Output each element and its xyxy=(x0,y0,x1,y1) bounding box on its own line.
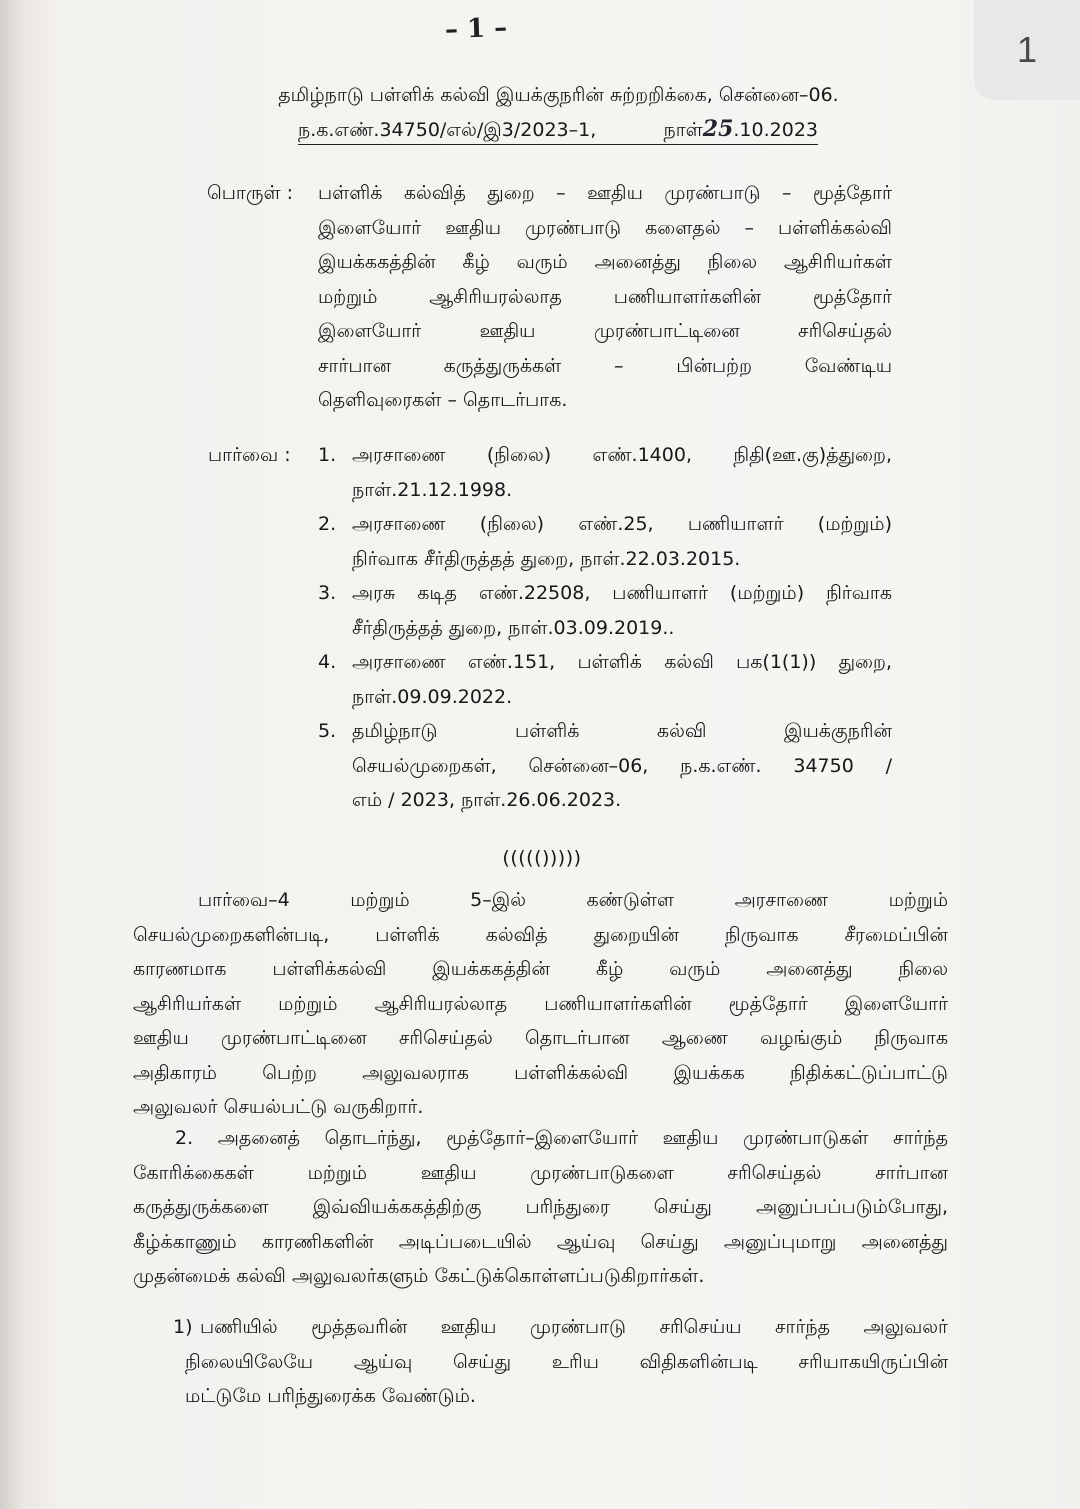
paragraph-line: கருத்துருக்களை இவ்வியக்ககத்திற்கு பரிந்துரை செய்து அனுப்பப்படும்போது, xyxy=(133,1196,948,1218)
reference-item-line: செயல்முறைகள், சென்னை–06, ந.க.எண். 34750 / xyxy=(352,754,892,777)
paragraph-line: 2. அதனைத் தொடர்ந்து, மூத்தோர்–இளையோர் ஊதிய முரண்பாடுகள் சார்ந்த xyxy=(175,1127,948,1149)
paragraph-1 xyxy=(133,883,948,1125)
reference-item-line: தமிழ்நாடு பள்ளிக் கல்வி இயக்குநரின் xyxy=(352,720,892,742)
reference-item-number: 3. xyxy=(318,582,337,604)
references-label: பார்வை : xyxy=(208,444,291,466)
paragraph-line: கீழ்க்காணும் காரணிகளின் அடிப்படையில் ஆய்வு செய்து அனுப்புமாறு அனைத்து xyxy=(133,1230,948,1253)
reference-item xyxy=(318,576,892,645)
point-line: பணியில் மூத்தவரின் ஊதிய முரண்பாடு சரிசெய்ய சார்ந்த அலுவலர் xyxy=(200,1316,948,1338)
date-rest: .10.2023 xyxy=(733,119,818,141)
paragraph-line: செயல்முறைகளின்படி, பள்ளிக் கல்வித் துறையின் நிருவாக சீரமைப்பின் xyxy=(133,923,948,946)
reference-item xyxy=(318,714,892,818)
handwritten-day: 25 xyxy=(702,116,734,142)
paragraph-line: ஊதிய முரண்பாட்டினை சரிசெய்தல் தொடர்பான ஆணை வழங்கும் நிருவாக xyxy=(133,1027,948,1049)
point-line: நிலையிலேயே ஆய்வு செய்து உரிய விதிகளின்படி சரியாகயிருப்பின் xyxy=(185,1350,948,1373)
subject-line: இயக்ககத்தின் கீழ் வரும் அனைத்து நிலை ஆசிரியர்கள் xyxy=(318,251,892,273)
reference-item-line: அரசாணை எண்.151, பள்ளிக் கல்வி பக(1(1)) துறை, xyxy=(352,651,892,673)
circular-title: தமிழ்நாடு பள்ளிக் கல்வி இயக்குநரின் சுற்றறிக்கை, சென்னை–06. xyxy=(278,84,839,106)
reference-item xyxy=(318,645,892,714)
circular-date xyxy=(664,114,819,145)
subject-line: இளையோர் ஊதிய முரண்பாடு களைதல் – பள்ளிக்கல்வி xyxy=(318,216,892,239)
reference-number-line xyxy=(298,115,818,145)
subject-line: பள்ளிக் கல்வித் துறை – ஊதிய முரண்பாடு – மூத்தோர் xyxy=(318,182,892,204)
paragraph-line: காரணமாக பள்ளிக்கல்வி இயக்ககத்தின் கீழ் வரும் அனைத்து நிலை xyxy=(133,958,948,980)
subject-line: சார்பான கருத்துருக்கள் – பின்பற்ற வேண்டிய xyxy=(318,354,892,377)
reference-item xyxy=(318,438,892,507)
subject-line: தெளிவுரைகள் – தொடர்பாக. xyxy=(318,389,568,411)
subject-line: மற்றும் ஆசிரியரல்லாத பணியாளர்களின் மூத்தோர் xyxy=(318,285,892,308)
subject-line: இளையோர் ஊதிய முரண்பாட்டினை சரிசெய்தல் xyxy=(318,320,892,342)
reference-item-line: நாள்.09.09.2022. xyxy=(352,685,513,708)
subject-label: பொருள் : xyxy=(207,182,294,204)
reference-item-line: சீர்திருத்தத் துறை, நாள்.03.09.2019.. xyxy=(352,616,675,639)
section-separator: ((((())))) xyxy=(502,847,582,869)
reference-item-number: 4. xyxy=(318,651,337,673)
reference-item xyxy=(318,507,892,576)
paragraph-2 xyxy=(133,1121,948,1294)
reference-item-line: எம் / 2023, நாள்.26.06.2023. xyxy=(352,789,622,811)
reference-item-number: 2. xyxy=(318,513,337,535)
reference-item-line: நிர்வாக சீர்திருத்தத் துறை, நாள்.22.03.2015. xyxy=(352,547,741,570)
subject-block xyxy=(318,176,892,418)
point-number: 1) xyxy=(173,1316,193,1338)
paragraph-line: அலுவலர் செயல்பட்டு வருகிறார். xyxy=(133,1096,424,1118)
reference-item-number: 5. xyxy=(318,720,337,742)
paragraph-line: கோரிக்கைகள் மற்றும் ஊதிய முரண்பாடுகளை சரிசெய்தல் சார்பான xyxy=(133,1161,948,1184)
reference-item-line: அரசாணை (நிலை) எண்.1400, நிதி(ஊ.கு)த்துறை, xyxy=(352,444,892,466)
handwritten-page-number: – 1 – xyxy=(444,12,508,46)
reference-item-line: அரசு கடித எண்.22508, பணியாளர் (மற்றும்) நிர்வாக xyxy=(352,582,892,604)
paragraph-line: முதன்மைக் கல்வி அலுவலர்களும் கேட்டுக்கொள்ளப்படுகிறார்கள். xyxy=(133,1265,705,1287)
paragraph-line: ஆசிரியர்கள் மற்றும் ஆசிரியரல்லாத பணியாளர்களின் மூத்தோர் இளையோர் xyxy=(133,992,948,1015)
reference-item-line: அரசாணை (நிலை) எண்.25, பணியாளர் (மற்றும்) xyxy=(352,513,892,535)
reference-number: ந.க.எண்.34750/எல்/இ3/2023–1, xyxy=(298,118,597,141)
paragraph-line: பார்வை–4 மற்றும் 5–இல் கண்டுள்ள அரசாணை மற்றும் xyxy=(198,889,948,911)
reference-item-number: 1. xyxy=(318,444,337,466)
references-list xyxy=(318,438,892,818)
reference-item-line: நாள்.21.12.1998. xyxy=(352,478,513,501)
point-item xyxy=(185,1310,948,1414)
page-number: 1 xyxy=(1016,29,1038,70)
point-line: மட்டுமே பரிந்துரைக்க வேண்டும். xyxy=(185,1385,476,1407)
date-prefix: நாள் xyxy=(663,119,703,141)
page-number-badge xyxy=(974,0,1080,100)
paragraph-line: அதிகாரம் பெற்ற அலுவலராக பள்ளிக்கல்வி இயக்கக நிதிக்கட்டுப்பாட்டு xyxy=(133,1061,948,1084)
